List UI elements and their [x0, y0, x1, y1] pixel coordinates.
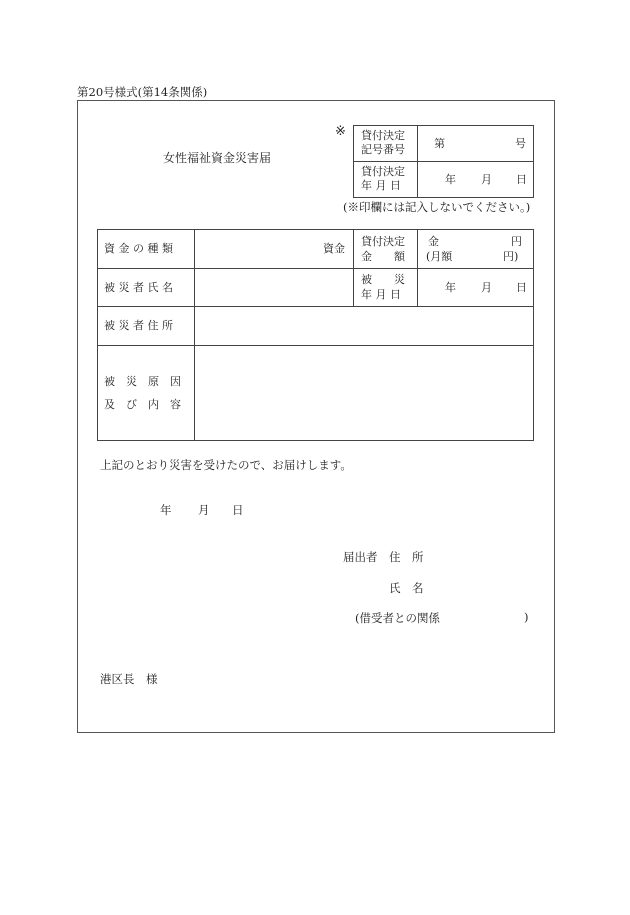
cause-label-line1: 被 災 原 因	[104, 375, 181, 388]
fund-type-label: 資 金 の 種 類	[104, 242, 173, 255]
victim-address-label: 被 災 者 住 所	[104, 319, 173, 332]
loan-number-prefix: 第	[434, 137, 445, 150]
loan-amount-prefix: 金	[428, 235, 439, 248]
disaster-date-month: 月	[481, 281, 492, 294]
disaster-date-label-line1: 被 災	[361, 273, 405, 286]
loan-number-label-line2: 記号番号	[361, 143, 405, 156]
addressee: 港区長 様	[100, 672, 158, 686]
loan-number-suffix: 号	[515, 137, 526, 150]
office-use-mark: ※	[335, 124, 346, 139]
disaster-date-label-line2: 年 月 日	[361, 288, 401, 301]
monthly-amount-suffix: 円)	[503, 250, 519, 263]
date-day: 日	[232, 503, 244, 517]
monthly-amount-prefix: (月額	[426, 250, 453, 263]
victim-name-label: 被 災 者 氏 名	[104, 281, 173, 294]
disaster-date-year: 年	[445, 281, 456, 294]
statement-text: 上記のとおり災害を受けたので、お届けします。	[100, 458, 352, 472]
loan-amount-label-line1: 貸付決定	[361, 235, 405, 248]
relation-open: (借受者との関係	[355, 611, 440, 625]
applicant-name-label: 氏 名	[389, 581, 424, 595]
loan-date-year: 年	[445, 173, 456, 186]
loan-number-label-line1: 貸付決定	[361, 129, 405, 142]
form-number: 第20号様式(第14条関係)	[77, 85, 208, 99]
loan-date-label-line2: 年 月 日	[361, 179, 401, 192]
form-frame	[77, 100, 555, 733]
cause-label-line2: 及 び 内 容	[104, 398, 181, 411]
date-year: 年	[160, 503, 172, 517]
applicant-address-label: 住 所	[389, 550, 424, 564]
applicant-label: 届出者	[343, 550, 378, 564]
office-use-note: (※印欄には記入しないでください。)	[343, 200, 531, 214]
loan-date-label-line1: 貸付決定	[361, 165, 405, 178]
loan-amount-yen: 円	[511, 235, 522, 248]
loan-date-day: 日	[516, 173, 527, 186]
loan-amount-label-line2: 金 額	[361, 250, 405, 263]
relation-close: )	[524, 610, 529, 624]
fund-type-suffix: 資金	[323, 242, 345, 255]
form-title: 女性福祉資金災害届	[163, 151, 272, 165]
disaster-date-day: 日	[516, 281, 527, 294]
date-month: 月	[198, 503, 210, 517]
loan-date-month: 月	[481, 173, 492, 186]
